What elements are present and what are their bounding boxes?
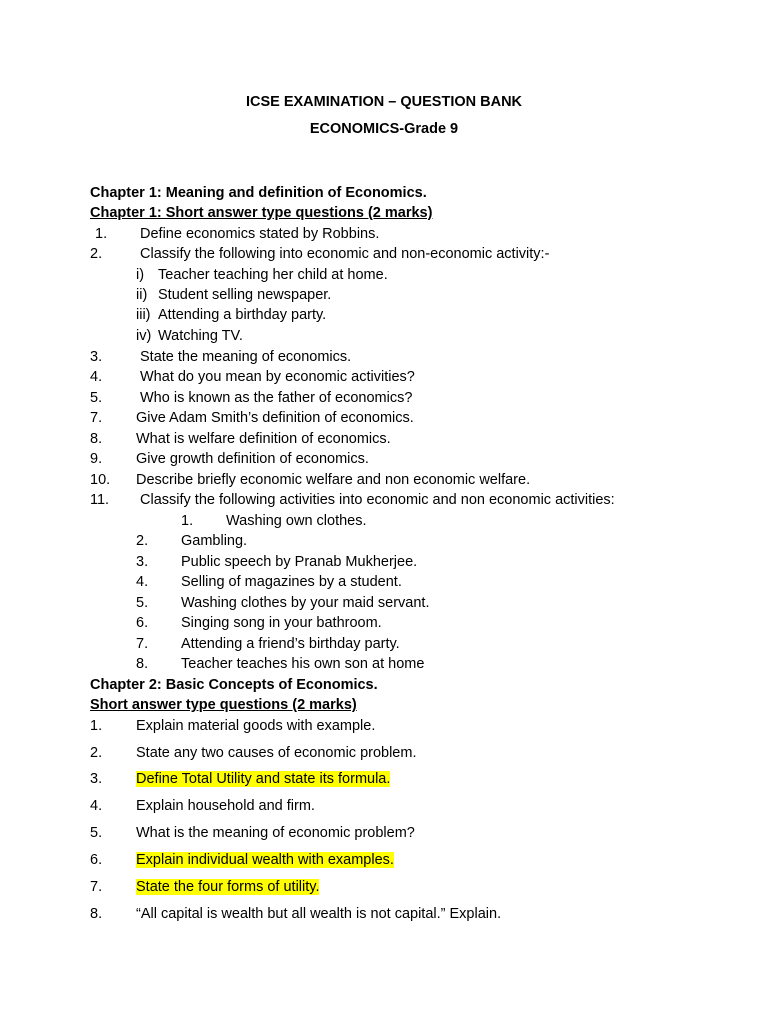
sub-item-number: 1. <box>181 513 194 529</box>
question-text: What do you mean by economic activities? <box>140 369 415 385</box>
sub-item-text: Washing clothes by your maid servant. <box>181 595 430 611</box>
question-text: Give growth definition of economics. <box>136 451 369 467</box>
question-text: Who is known as the father of economics? <box>140 390 413 406</box>
sub-item-number: 6. <box>136 615 149 631</box>
question-text: What is the meaning of economic problem? <box>136 825 415 841</box>
question-text-highlighted: Define Total Utility and state its formula. <box>136 771 391 787</box>
chapter1-subheading: Chapter 1: Short answer type questions (2 marks) <box>90 205 433 221</box>
question-number: 2. <box>90 246 103 262</box>
document-subtitle: ECONOMICS-Grade 9 <box>309 121 459 137</box>
sub-item-text: Singing song in your bathroom. <box>181 615 382 631</box>
sub-item-number: 4. <box>136 574 149 590</box>
question-number: 4. <box>90 798 103 814</box>
chapter2-heading: Chapter 2: Basic Concepts of Economics. <box>90 677 378 693</box>
question-text: “All capital is wealth but all wealth is not capital.” Explain. <box>136 906 502 922</box>
question-number: 1. <box>90 718 103 734</box>
question-number: 5. <box>90 390 103 406</box>
sub-item-text: Attending a friend’s birthday party. <box>181 636 400 652</box>
sub-item-text: Teacher teaching her child at home. <box>158 267 388 283</box>
sub-item-number: 5. <box>136 595 149 611</box>
question-text-highlighted: State the four forms of utility. <box>136 879 320 895</box>
question-number: 5. <box>90 825 103 841</box>
question-text: Classify the following activities into economic and non economic activities: <box>140 492 615 508</box>
question-text: Describe briefly economic welfare and non economic welfare. <box>136 472 531 488</box>
question-number: 11. <box>90 492 110 508</box>
question-text: Give Adam Smith’s definition of economics. <box>136 410 414 426</box>
sub-item-number: ii) <box>136 287 148 303</box>
sub-item-number: 3. <box>136 554 149 570</box>
chapter1-heading: Chapter 1: Meaning and definition of Economics. <box>90 185 427 201</box>
question-number: 3. <box>90 349 103 365</box>
question-number: 2. <box>90 745 103 761</box>
question-number: 8. <box>90 431 103 447</box>
sub-item-text: Washing own clothes. <box>226 513 367 529</box>
sub-item-text: Selling of magazines by a student. <box>181 574 402 590</box>
sub-item-text: Watching TV. <box>158 328 243 344</box>
question-number: 4. <box>90 369 103 385</box>
question-number: 6. <box>90 852 103 868</box>
sub-item-number: 7. <box>136 636 149 652</box>
question-number: 1. <box>95 226 108 242</box>
sub-item-text: Gambling. <box>181 533 248 549</box>
document-title: ICSE EXAMINATION – QUESTION BANK <box>245 94 523 110</box>
question-number: 3. <box>90 771 103 787</box>
sub-item-number: 2. <box>136 533 149 549</box>
question-text: Explain material goods with example. <box>136 718 376 734</box>
sub-item-text: Student selling newspaper. <box>158 287 332 303</box>
question-text: What is welfare definition of economics. <box>136 431 391 447</box>
chapter2-subheading: Short answer type questions (2 marks) <box>90 697 357 713</box>
sub-item-text: Public speech by Pranab Mukherjee. <box>181 554 418 570</box>
question-text-highlighted: Explain individual wealth with examples. <box>136 852 394 868</box>
question-text: State any two causes of economic problem. <box>136 745 417 761</box>
sub-item-number: iii) <box>136 307 151 323</box>
sub-item-text: Attending a birthday party. <box>158 307 327 323</box>
question-number: 8. <box>90 906 103 922</box>
question-number: 7. <box>90 879 103 895</box>
question-number: 9. <box>90 451 103 467</box>
sub-item-number: 8. <box>136 656 149 672</box>
question-number: 10. <box>90 472 111 488</box>
question-text: Classify the following into economic and non-economic activity:- <box>140 246 550 262</box>
question-text: Explain household and firm. <box>136 798 315 814</box>
sub-item-number: iv) <box>136 328 152 344</box>
sub-item-number: i) <box>136 267 145 283</box>
question-text: State the meaning of economics. <box>140 349 352 365</box>
question-text: Define economics stated by Robbins. <box>140 226 380 242</box>
sub-item-text: Teacher teaches his own son at home <box>181 656 425 672</box>
question-number: 7. <box>90 410 103 426</box>
